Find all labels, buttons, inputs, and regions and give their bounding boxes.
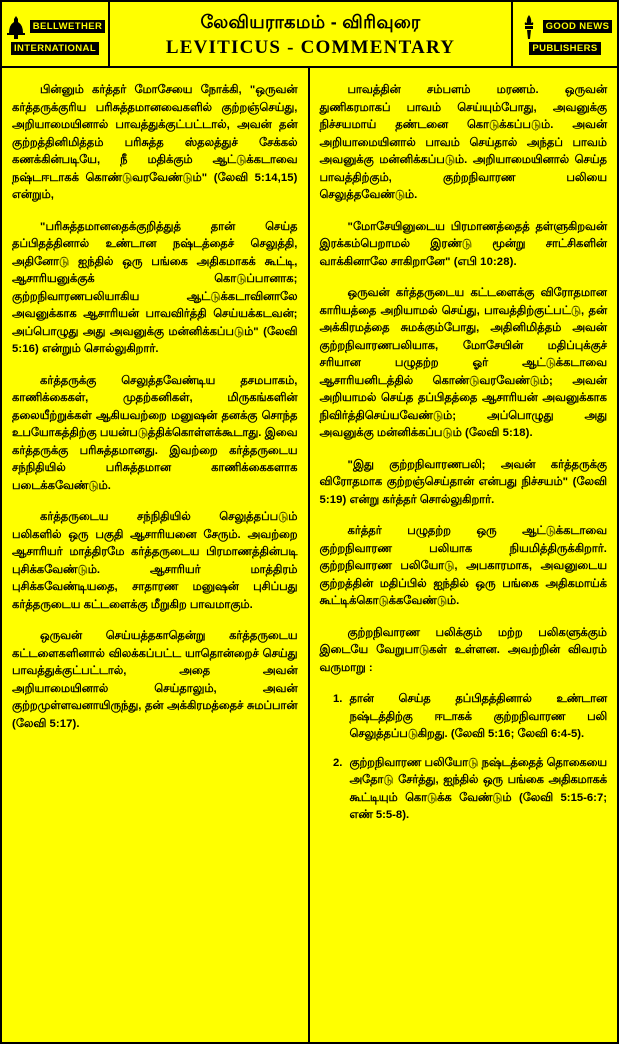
goodnews-logo [511, 2, 617, 66]
bellwether-logo-text [30, 20, 105, 33]
paragraph: ஒருவன் கர்த்தருடைய கட்டளைக்கு விரோதமான காரியத்தை அறியாமல் செய்து, பாவத்திற்குட்பட்டு, தன் அக்கிரமத்தை சுமக்கும்போது, அதினிமித்தம் அவன் குற்றநிவாரணபலியாக, மோசேயின் மதிப்புக்குச் சரியான பழுதற்ற ஓர் ஆட்டுக்கடாவை ஆசாரியனிடத்தில் கொண்டுவரவேண்டும்; அவன் அறியாமல் செய்த தப்பிதத்தை ஆசாரியன் அவனுக்காக நிவிர்த்திசெய்யவேண்டும்; அப்பொழுது அது அவனுக்கு மன்னிக்கப்படும் (லேவி 5:18). [319, 287, 607, 439]
right-column [310, 68, 618, 1042]
paragraph: கர்த்தருடைய சந்நிதியில் செலுத்தப்படும் பலிகளில் ஒரு பகுதி ஆசாரியனை சேரும். அவற்றை ஆசாரியர் மாத்திரமே கர்த்தருடைய பிரமாணத்தின்படி புசிக்கவேண்டும். ஆசாரியர் மாத்திரம் புசிக்கவேண்டியதை, சாதாரண மனுஷன் புசிப்பது கர்த்தருடைய கட்டளைக்கு மீறுகிற பாவமாகும். [12, 511, 298, 611]
goodnews-logo-text [543, 20, 613, 33]
paragraph: "இது குற்றநிவாரணபலி; அவன் கர்த்தருக்கு விரோதமாக குற்றஞ்செய்தான் என்பது நிச்சயம்" (லேவி 5:19) என்று கர்த்தர் சொல்லுகிறார். [319, 458, 607, 506]
goodnews-sub: PUBLISHERS [529, 42, 600, 55]
left-column [2, 68, 310, 1042]
bell-emblem-icon [5, 14, 27, 40]
bellwether-sub: INTERNATIONAL [11, 42, 99, 55]
paragraph: பாவத்தின் சம்பளம் மரணம். ஒருவன் துணிகரமாகப் பாவம் செய்யும்போது, அவனுக்கு நிச்சயமாய் தண்டனை கொடுக்கப்படும். அவன் அறியாமையினால் பாவம் செய்தால் அந்தப் பாவம் அவனுக்கு மன்னிக்கப்படும். அறியாமையினால் செய்த பாவத்திற்கும், குற்றநிவாரண பலியை செலுத்தவேண்டும். [319, 84, 607, 201]
paragraph: குற்றநிவாரண பலிக்கும் மற்ற பலிகளுக்கும் இடையே வேறுபாடுகள் உள்ளன. அவற்றின் விவரம் வருமாறு : [319, 626, 607, 674]
paragraph: ஒருவன் செய்யத்தகாதென்று கர்த்தருடைய கட்டளைகளினால் விலக்கப்பட்ட யாதொன்றைச் செய்து பாவத்துக்குட்பட்டால், அதை அவன் அறியாமையினால் செய்தாலும், அவன் குற்றமுள்ளவனாயிருந்து, தன் அக்கிரமத்தைச் சுமப்பான் (லேவி 5:17). [12, 630, 298, 730]
page-body [2, 68, 617, 1042]
paragraph: "பரிசுத்தமானதைக்குறித்துத் தான் செய்த தப்பிதத்தினால் உண்டான நஷ்டத்தைச் செலுத்தி, அதினோடு ஐந்தில் ஒரு பங்கை அதிகமாகக் கூட்டி, ஆசாரியனுக்குக் கொடுப்பானாக; குற்றநிவாரணபலியாகிய ஆட்டுக்கடாவினாலே அவனுக்காக ஆசாரியன் பாவவிர்த்தி செய்யக்கடவன்; அப்பொழுது அது அவனுக்கு மன்னிக்கப்படும்" (லேவி 5:16) என்றும் சொல்லுகிறார். [12, 220, 298, 355]
paragraph: "மோசேயினுடைய பிரமாணத்தைத் தள்ளுகிறவன் இரக்கம்பெறாமல் இரண்டு மூன்று சாட்சிகளின் வாக்கினாலே சாகிறானே" (எபி 10:28). [319, 220, 607, 268]
paragraph: பின்னும் கர்த்தர் மோசேயை நோக்கி, "ஒருவன் கர்த்தருக்குரிய பரிசுத்தமானவைகளில் குற்றஞ்செய்து, அறியாமையினால் பாவத்துக்குட்பட்டால், அவன் தன் குற்றத்தினிமித்தம் பரிசுத்த ஸ்தலத்துச் சேக்கல் கணக்கின்படியே, நீ மதிக்கும் ஆட்டுக்கடாவை நஷ்டஈடாகக் கொண்டுவரவேண்டும்" (லேவி 5:14,15) என்றும், [12, 84, 298, 201]
bellwether-name: BELLWETHER [30, 20, 105, 33]
bellwether-logo [2, 2, 110, 66]
page-title-tamil: லேவியராகமம் - விரிவுரை [200, 11, 421, 32]
differences-list [320, 691, 608, 825]
list-item: 1. தான் செய்த தப்பிதத்தினால் உண்டான நஷ்டத்திற்கு ஈடாகக் குற்றநிவாரண பலி செலுத்தப்படுகிறது. (லேவி 5:16; லேவி 6:4-5). [346, 691, 608, 744]
page-header [2, 2, 617, 68]
bellwether-logo-row [5, 14, 105, 40]
page-title [110, 2, 511, 66]
goodnews-name: GOOD NEWS [543, 20, 613, 33]
page-title-english: LEVITICUS - COMMENTARY [165, 36, 456, 58]
paragraph: கர்த்தர் பழுதற்ற ஒரு ஆட்டுக்கடாவை குற்றநிவாரண பலியாக நியமித்திருக்கிறார். குற்றநிவாரண பலியோடு, அபகாரமாக, அவனுடைய குற்றத்தின் மதிப்பில் ஐந்தில் ஒரு பங்கை அதிகமாய்க் கூட்டிக்கொடுக்கவேண்டும். [319, 525, 607, 607]
torch-emblem-icon [518, 14, 540, 40]
goodnews-logo-row [516, 14, 614, 40]
paragraph: கர்த்தருக்கு செலுத்தவேண்டிய தசமபாகம், காணிக்கைகள், முதற்கனிகள், மிருகங்களின் தலையீற்றுக்கள் ஆகியவற்றை மனுஷன் தனக்கு சொந்த உபயோகத்திற்கு பயன்படுத்திக்கொள்ளக்கூடாது. இவை கர்த்தருக்கு பரிசுத்தமானது. இவற்றை கர்த்தருடைய சந்நிதியில் பரிசுத்தமான காணிக்கைகளாக படைக்கவேண்டும். [12, 374, 298, 492]
list-item: 2. குற்றநிவாரண பலியோடு நஷ்டத்தைத் தொகையை அதோடு சேர்த்து, ஐந்தில் ஒரு பங்கை அதிகமாகக் கூட்டியும் கொடுக்க வேண்டும் (லேவி 5:15-6:7; எண் 5:5-8). [346, 755, 608, 825]
